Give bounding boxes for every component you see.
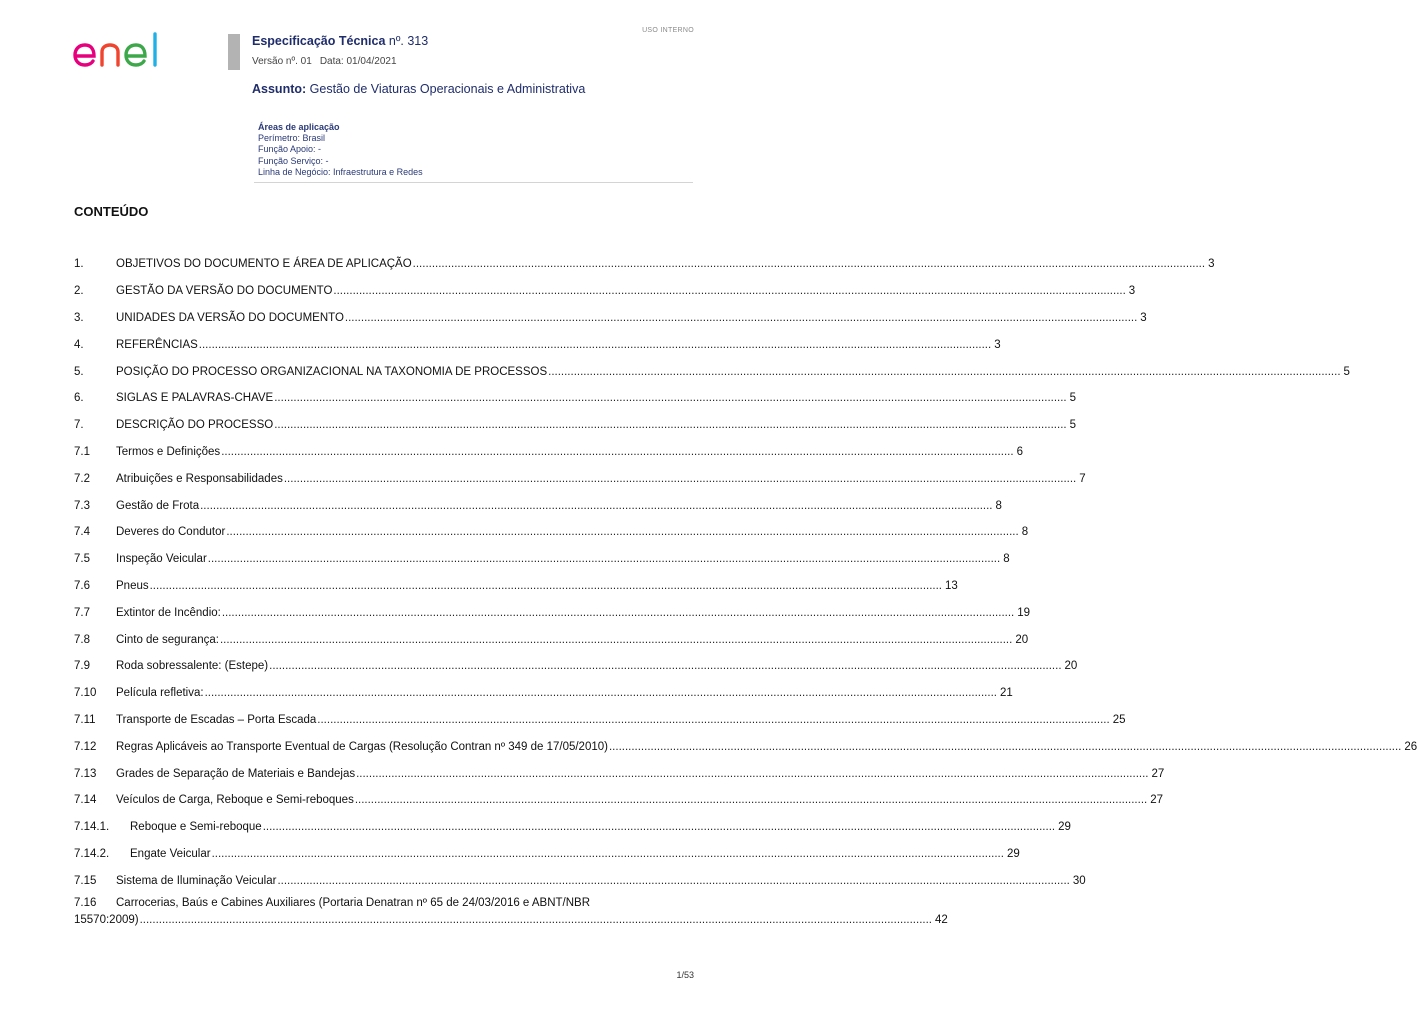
toc-entry-title: DESCRIÇÃO DO PROCESSO bbox=[116, 419, 274, 432]
area-service-function: Função Serviço: - bbox=[258, 155, 329, 166]
toc-leader-dots bbox=[274, 391, 1066, 405]
toc-entry-page: 42 bbox=[934, 914, 948, 927]
toc-entry-number: 4. bbox=[74, 338, 84, 351]
toc-entry-number: 7.13 bbox=[74, 767, 97, 780]
toc-entry[interactable] bbox=[74, 546, 1010, 573]
spec-label: Especificação Técnica bbox=[252, 34, 386, 48]
toc-entry[interactable] bbox=[74, 573, 958, 600]
toc-entry-number: 7.7 bbox=[74, 606, 90, 619]
toc-entry[interactable] bbox=[74, 492, 1002, 519]
toc-leader-dots bbox=[317, 713, 1109, 727]
toc-entry-page: 25 bbox=[1112, 713, 1126, 726]
toc-entry-title: Grades de Separação de Materiais e Bandejas bbox=[116, 767, 356, 780]
toc-entry-number: 2. bbox=[74, 285, 84, 298]
toc-entry-number: 1. bbox=[74, 258, 84, 271]
toc-entry-title: OBJETIVOS DO DOCUMENTO E ÁREA DE APLICAÇÃO bbox=[116, 258, 412, 271]
toc-entry-number: 7.11 bbox=[74, 713, 96, 726]
toc-entry-number: 7.14.1. bbox=[74, 821, 110, 834]
toc-entry-page: 5 bbox=[1069, 419, 1076, 432]
toc-leader-dots bbox=[277, 874, 1069, 888]
toc-entry-title: POSIÇÃO DO PROCESSO ORGANIZACIONAL NA TAXONOMIA DE PROCESSOS bbox=[116, 365, 548, 378]
toc-entry-title: Atribuições e Responsabilidades bbox=[116, 472, 283, 485]
area-perimeter: Perímetro: Brasil bbox=[258, 133, 326, 144]
areas-title: Áreas de aplicação bbox=[258, 122, 340, 132]
toc-entry[interactable] bbox=[74, 626, 1029, 653]
toc-entry-number: 5. bbox=[74, 365, 84, 378]
toc-entry-page: 27 bbox=[1151, 767, 1165, 780]
toc-entry-number: 6. bbox=[74, 392, 84, 405]
logo-text: enel bbox=[72, 30, 74, 31]
toc-entry-title: Termos e Definições bbox=[116, 445, 221, 458]
toc-entry-number: 7.14 bbox=[74, 794, 97, 807]
toc-entry-number: 7.14.2. bbox=[74, 847, 110, 860]
toc-entry[interactable] bbox=[74, 680, 1013, 707]
toc-leader-dots bbox=[199, 338, 991, 352]
toc-entry-title: Gestão de Frota bbox=[116, 499, 200, 512]
toc-entry[interactable] bbox=[74, 867, 1086, 894]
toc-entry[interactable] bbox=[74, 599, 1031, 626]
toc-entry-number: 7.15 bbox=[74, 874, 97, 887]
toc-entry-number: 7.9 bbox=[74, 660, 90, 673]
toc-entry-page: 29 bbox=[1058, 821, 1071, 834]
toc-entry-number: 7.4 bbox=[74, 526, 90, 539]
toc-leader-dots bbox=[284, 472, 1076, 486]
version-line bbox=[252, 56, 397, 67]
toc-entry[interactable] bbox=[74, 760, 1165, 787]
toc-entry-title: GESTÃO DA VERSÃO DO DOCUMENTO bbox=[116, 285, 333, 298]
toc-entry-page: 19 bbox=[1017, 606, 1031, 619]
toc-entry-title: Pneus bbox=[116, 579, 149, 592]
toc-entry[interactable] bbox=[74, 305, 1147, 332]
toc-entry-page: 5 bbox=[1069, 392, 1077, 405]
header-divider-bar bbox=[228, 34, 240, 70]
toc-leader-dots bbox=[205, 686, 997, 700]
toc-leader-dots bbox=[356, 767, 1148, 781]
toc-entry[interactable] bbox=[74, 841, 1020, 868]
toc-leader-dots bbox=[355, 793, 1147, 807]
toc-entry-page: 20 bbox=[1015, 633, 1029, 646]
toc-entry[interactable] bbox=[74, 653, 1078, 680]
toc-leader-dots bbox=[222, 606, 1014, 620]
toc-entry-page: 20 bbox=[1064, 660, 1078, 673]
toc-entry[interactable] bbox=[74, 331, 1001, 358]
toc-entry-number: 7.1 bbox=[74, 445, 90, 458]
toc-entry-page: 3 bbox=[1140, 311, 1147, 324]
toc-entry-title: Engate Veicular bbox=[130, 847, 211, 860]
toc-entry[interactable] bbox=[74, 358, 1350, 385]
area-business-line: Linha de Negócio: Infraestrutura e Redes bbox=[258, 166, 423, 177]
spec-title bbox=[252, 34, 428, 48]
enel-logo bbox=[72, 30, 180, 70]
toc-entry-page: 26 bbox=[1404, 740, 1417, 753]
toc-entry-page: 8 bbox=[995, 499, 1002, 512]
toc-entry-number: 7.5 bbox=[74, 553, 90, 566]
toc-leader-dots bbox=[208, 552, 1000, 566]
toc-entry[interactable] bbox=[74, 465, 1086, 492]
toc-entry-number: 7.3 bbox=[74, 499, 90, 512]
toc-entry-title: Cinto de segurança: bbox=[116, 633, 219, 646]
toc-leader-dots bbox=[226, 525, 1018, 539]
toc-entry-title: Película refletiva: bbox=[116, 687, 204, 700]
toc-entry-page: 13 bbox=[945, 579, 958, 592]
contents-title: CONTEÚDO bbox=[74, 204, 149, 219]
header-rule bbox=[254, 182, 693, 183]
toc-entry-title: Carrocerias, Baús e Cabines Auxiliares (Portaria Denatran nº 65 de 24/03/2016 e ABNT/NBR bbox=[116, 897, 591, 910]
toc-leader-dots bbox=[220, 633, 1012, 647]
toc-leader-dots bbox=[221, 445, 1013, 459]
toc-entry[interactable] bbox=[74, 385, 1077, 412]
toc-entry-title: Inspeção Veicular bbox=[116, 553, 207, 566]
toc-entry-page: 27 bbox=[1150, 794, 1164, 807]
toc-entry[interactable] bbox=[74, 814, 1071, 841]
toc-entry-number: 7.10 bbox=[74, 687, 97, 700]
toc-entry[interactable] bbox=[74, 251, 1215, 278]
toc-leader-dots bbox=[269, 659, 1061, 673]
toc-entry[interactable] bbox=[74, 519, 1029, 546]
toc-leader-dots bbox=[140, 913, 932, 927]
toc-entry-number: 3. bbox=[74, 311, 84, 324]
toc-entry-page: 30 bbox=[1072, 874, 1086, 887]
toc-entry-title: Deveres do Condutor bbox=[116, 526, 226, 539]
toc-leader-dots bbox=[263, 820, 1055, 834]
toc-entry[interactable] bbox=[74, 894, 948, 934]
toc-entry-page: 3 bbox=[1208, 258, 1215, 271]
toc-leader-dots bbox=[413, 257, 1205, 271]
toc-leader-dots bbox=[548, 365, 1340, 379]
toc-entry-page: 3 bbox=[1128, 285, 1136, 298]
toc-entry-title: Reboque e Semi-reboque bbox=[130, 821, 262, 834]
toc-leader-dots bbox=[200, 499, 992, 513]
toc-entry[interactable] bbox=[74, 707, 1126, 734]
toc-leader-dots bbox=[274, 418, 1066, 432]
subject-label: Assunto: bbox=[252, 82, 307, 96]
toc-entry-page: 7 bbox=[1079, 472, 1086, 485]
spec-number: nº. 313 bbox=[388, 34, 429, 48]
area-support-function: Função Apoio: - bbox=[258, 144, 322, 155]
version-date: Data: 01/04/2021 bbox=[319, 56, 397, 67]
page-number: 1/53 bbox=[676, 970, 694, 980]
toc-entry-page: 29 bbox=[1006, 847, 1020, 860]
toc-entry-title: UNIDADES DA VERSÃO DO DOCUMENTO bbox=[116, 311, 344, 324]
classification-label: USO INTERNO bbox=[642, 27, 694, 34]
toc-entry-page: 8 bbox=[1021, 526, 1029, 539]
toc-entry-title: Extintor de Incêndio: bbox=[116, 606, 221, 619]
toc-leader-dots bbox=[609, 740, 1401, 754]
application-areas bbox=[258, 122, 423, 178]
toc-entry[interactable] bbox=[74, 733, 1417, 760]
toc-entry-page: 6 bbox=[1016, 445, 1023, 458]
toc-entry[interactable] bbox=[74, 439, 1023, 466]
subject-text: Gestão de Viaturas Operacionais e Administrativa bbox=[309, 82, 586, 96]
toc-entry[interactable] bbox=[74, 412, 1076, 439]
toc-entry-title: Veículos de Carga, Reboque e Semi-reboques bbox=[116, 794, 354, 807]
toc-leader-dots bbox=[345, 311, 1137, 325]
toc-entry-page: 3 bbox=[994, 338, 1001, 351]
toc-entry-title: Regras Aplicáveis ao Transporte Eventual de Cargas (Resolução Contran nº 349 de 17/05/2010) bbox=[116, 740, 608, 753]
toc-entry-title: Roda sobressalente: (Estepe) bbox=[116, 660, 269, 673]
toc-entry-number: 7.16 bbox=[74, 897, 97, 910]
toc-entry-page: 8 bbox=[1003, 553, 1010, 566]
toc-entry-number: 7.8 bbox=[74, 633, 90, 646]
toc-entry-title: REFERÊNCIAS bbox=[116, 338, 198, 351]
toc-entry-title: Sistema de Iluminação Veicular bbox=[116, 874, 277, 887]
toc-entry-title: Transporte de Escadas – Porta Escada bbox=[116, 713, 317, 726]
toc-entry-page: 21 bbox=[999, 687, 1013, 700]
toc-entry-number: 7.12 bbox=[74, 740, 97, 753]
version-number: Versão nº. 01 bbox=[252, 56, 312, 67]
subject-line bbox=[252, 82, 585, 96]
table-of-contents bbox=[74, 251, 1417, 934]
toc-entry[interactable] bbox=[74, 787, 1164, 814]
toc-entry[interactable] bbox=[74, 278, 1136, 305]
toc-entry-title-continued: 15570:2009) bbox=[74, 914, 139, 927]
toc-entry-title: SIGLAS E PALAVRAS-CHAVE bbox=[116, 392, 274, 405]
toc-entry-number: 7. bbox=[74, 419, 84, 432]
toc-leader-dots bbox=[333, 284, 1125, 298]
toc-entry-number: 7.6 bbox=[74, 579, 90, 592]
toc-leader-dots bbox=[212, 847, 1004, 861]
toc-entry-number: 7.2 bbox=[74, 472, 90, 485]
toc-entry-page: 5 bbox=[1343, 365, 1350, 378]
toc-leader-dots bbox=[150, 579, 942, 593]
